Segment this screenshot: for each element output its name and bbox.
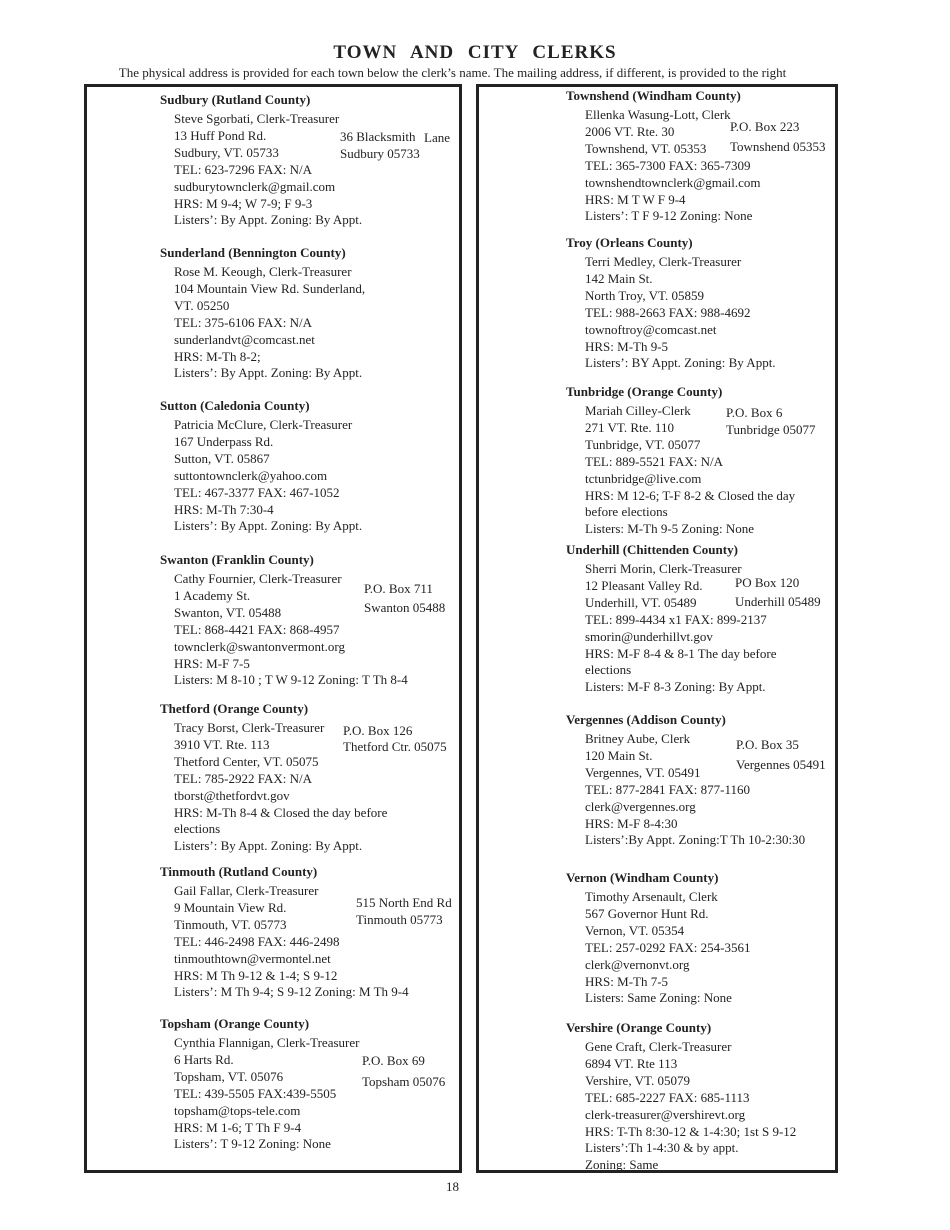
town-detail-line: Vershire, VT. 05079 [585, 1072, 690, 1088]
mailing-address-line: 36 Blacksmith [340, 129, 416, 144]
town-detail-line[interactable]: clerk-treasurer@vershirevt.org [585, 1106, 746, 1122]
town-detail-line: TEL: 988-2663 FAX: 988-4692 [585, 304, 751, 320]
town-detail-line: HRS: M-F 8-4:30 [585, 815, 678, 831]
mailing-address-line: Tunbridge 05077 [726, 422, 816, 437]
town-detail-line[interactable]: topsham@tops-tele.com [174, 1102, 301, 1118]
town-detail-line: Sherri Morin, Clerk-Treasurer [585, 561, 742, 576]
town-heading-topsham: Topsham (Orange County) [160, 1016, 310, 1031]
town-detail-line[interactable]: tctunbridge@live.com [585, 470, 702, 486]
town-detail-line: 271 VT. Rte. 110 [585, 419, 674, 435]
mailing-address-line: Townshend 05353 [730, 139, 826, 154]
town-heading-townshend: Townshend (Windham County) [566, 88, 741, 103]
town-detail-line: 104 Mountain View Rd. Sunderland, [174, 280, 366, 296]
town-detail-line[interactable]: townclerk@swantonvermont.org [174, 638, 345, 654]
town-detail-line: Tunbridge, VT. 05077 [585, 436, 701, 452]
town-detail-line: North Troy, VT. 05859 [585, 287, 704, 303]
town-detail-line: Tinmouth, VT. 05773 [174, 916, 287, 932]
town-detail-line: HRS: M-Th 7:30-4 [174, 501, 274, 517]
page-number: 18 [446, 1179, 459, 1194]
mailing-address-line: Thetford Ctr. 05075 [343, 739, 447, 754]
town-detail-line: Listers’:Th 1-4:30 & by appt. [585, 1140, 739, 1156]
town-detail-line: Listers: M-F 8-3 Zoning: By Appt. [585, 679, 766, 695]
town-detail-line: TEL: 257-0292 FAX: 254-3561 [585, 939, 751, 955]
town-detail-line: Listers’: T 9-12 Zoning: None [174, 1136, 331, 1152]
town-detail-line: 12 Pleasant Valley Rd. [585, 577, 703, 593]
town-heading-troy: Troy (Orleans County) [566, 235, 693, 250]
town-detail-line: Listers’: By Appt. Zoning: By Appt. [174, 838, 363, 854]
town-detail-line: HRS: M-Th 9-5 [585, 338, 669, 354]
town-detail-line: HRS: M-Th 8-4 & Closed the day before [174, 804, 388, 820]
town-detail-line: TEL: 439-5505 FAX:439-5505 [174, 1085, 337, 1101]
mailing-address-line: Vergennes 05491 [736, 757, 826, 772]
town-detail-line[interactable]: smorin@underhillvt.gov [585, 628, 713, 644]
town-detail-line: Listers’: By Appt. Zoning: By Appt. [174, 212, 363, 228]
town-detail-line: Vergennes, VT. 05491 [585, 764, 701, 780]
town-detail-line: Sutton, VT. 05867 [174, 450, 270, 466]
town-detail-line: HRS: M-F 8-4 & 8-1 The day before [585, 645, 777, 661]
town-detail-line: Patricia McClure, Clerk-Treasurer [174, 417, 353, 432]
town-detail-line: Rose M. Keough, Clerk-Treasurer [174, 264, 352, 279]
town-heading-sudbury: Sudbury (Rutland County) [160, 92, 311, 107]
town-detail-line[interactable]: sudburytownclerk@gmail.com [174, 178, 336, 194]
town-detail-line[interactable]: sunderlandvt@comcast.net [174, 331, 315, 347]
town-detail-line: HRS: T-Th 8:30-12 & 1-4:30; 1st S 9-12 [585, 1123, 797, 1139]
town-detail-line: TEL: 868-4421 FAX: 868-4957 [174, 621, 340, 637]
town-detail-line: Listers: Same Zoning: None [585, 990, 732, 1006]
town-detail-line: before elections [585, 504, 668, 520]
town-detail-line: 9 Mountain View Rd. [174, 899, 287, 915]
town-detail-line: Vernon, VT. 05354 [585, 922, 685, 938]
town-heading-tunbridge: Tunbridge (Orange County) [566, 384, 723, 399]
town-detail-line: HRS: M Th 9-12 & 1-4; S 9-12 [174, 967, 338, 983]
mailing-address-line: Underhill 05489 [735, 594, 821, 609]
town-detail-line: TEL: 446-2498 FAX: 446-2498 [174, 933, 340, 949]
town-detail-line: Listers’: By Appt. Zoning: By Appt. [174, 365, 363, 381]
town-heading-underhill: Underhill (Chittenden County) [566, 542, 738, 557]
mailing-address-line: Swanton 05488 [364, 600, 446, 615]
mailing-address-line: P.O. Box 711 [364, 581, 433, 596]
town-detail-line: Ellenka Wasung-Lott, Clerk [585, 107, 731, 122]
town-detail-line: Mariah Cilley-Clerk [585, 403, 691, 418]
town-detail-line: Gail Fallar, Clerk-Treasurer [174, 883, 319, 898]
town-detail-line: TEL: 899-4434 x1 FAX: 899-2137 [585, 611, 767, 627]
town-detail-line: 167 Underpass Rd. [174, 433, 274, 449]
town-detail-line: Listers’: By Appt. Zoning: By Appt. [174, 518, 363, 534]
town-heading-vershire: Vershire (Orange County) [566, 1020, 712, 1035]
town-heading-swanton: Swanton (Franklin County) [160, 552, 314, 567]
town-heading-sunderland: Sunderland (Bennington County) [160, 245, 346, 260]
town-detail-line: Tracy Borst, Clerk-Treasurer [174, 720, 325, 735]
town-detail-line: TEL: 889-5521 FAX: N/A [585, 453, 724, 469]
town-detail-line: 120 Main St. [585, 747, 653, 763]
town-detail-line: Listers’: T F 9-12 Zoning: None [585, 208, 753, 224]
town-detail-line: Swanton, VT. 05488 [174, 604, 282, 620]
town-detail-line: Cynthia Flannigan, Clerk-Treasurer [174, 1035, 360, 1050]
town-detail-line: TEL: 623-7296 FAX: N/A [174, 161, 313, 177]
town-detail-line: 1 Academy St. [174, 587, 251, 603]
town-detail-line: VT. 05250 [174, 297, 230, 313]
town-heading-vernon: Vernon (Windham County) [566, 870, 719, 885]
town-detail-line: TEL: 685-2227 FAX: 685-1113 [585, 1089, 750, 1105]
town-detail-line: Townshend, VT. 05353 [585, 140, 707, 156]
town-detail-line: Cathy Fournier, Clerk-Treasurer [174, 571, 342, 586]
town-detail-line: Listers’: BY Appt. Zoning: By Appt. [585, 355, 776, 371]
town-detail-line: Sudbury, VT. 05733 [174, 144, 279, 160]
town-detail-line: Terri Medley, Clerk-Treasurer [585, 254, 742, 269]
town-detail-line: TEL: 375-6106 FAX: N/A [174, 314, 313, 330]
mailing-address-line: P.O. Box 35 [736, 737, 799, 752]
town-detail-line: elections [585, 662, 632, 678]
mailing-address-line: Tinmouth 05773 [356, 912, 443, 927]
town-detail-line: HRS: M 12-6; T-F 8-2 & Closed the day [585, 487, 796, 503]
town-detail-line[interactable]: townshendtownclerk@gmail.com [585, 174, 761, 190]
town-heading-sutton: Sutton (Caledonia County) [160, 398, 310, 413]
town-detail-line[interactable]: tinmouthtown@vermontel.net [174, 950, 331, 966]
mailing-address-line: Topsham 05076 [362, 1074, 446, 1089]
town-detail-line: TEL: 877-2841 FAX: 877-1160 [585, 781, 751, 797]
town-detail-line: 6894 VT. Rte 113 [585, 1055, 678, 1071]
town-detail-line[interactable]: clerk@vergennes.org [585, 798, 696, 814]
mailing-address-line: 515 North End Rd [356, 895, 452, 910]
town-detail-line: Topsham, VT. 05076 [174, 1068, 284, 1084]
town-heading-thetford: Thetford (Orange County) [160, 701, 309, 716]
town-detail-line: Listers: M-Th 9-5 Zoning: None [585, 521, 754, 537]
mailing-address-line: P.O. Box 126 [343, 723, 413, 738]
town-detail-line[interactable]: tborst@thetfordvt.gov [174, 787, 290, 803]
town-heading-vergennes: Vergennes (Addison County) [566, 712, 726, 727]
town-detail-line: 6 Harts Rd. [174, 1051, 234, 1067]
town-detail-line: Thetford Center, VT. 05075 [174, 753, 319, 769]
town-detail-line: TEL: 785-2922 FAX: N/A [174, 770, 313, 786]
town-detail-line: HRS: M 1-6; T Th F 9-4 [174, 1119, 302, 1135]
mailing-address-line: P.O. Box 6 [726, 405, 783, 420]
town-detail-line: Zoning: Same [585, 1157, 659, 1173]
town-detail-line: Listers’:By Appt. Zoning:T Th 10-2:30:30 [585, 832, 806, 848]
town-detail-line: Gene Craft, Clerk-Treasurer [585, 1039, 732, 1054]
mailing-address-line: P.O. Box 223 [730, 119, 800, 134]
town-detail-line: Steve Sgorbati, Clerk-Treasurer [174, 111, 340, 126]
town-detail-line: Underhill, VT. 05489 [585, 594, 697, 610]
town-detail-line[interactable]: clerk@vernonvt.org [585, 956, 690, 972]
town-detail-line: 2006 VT. Rte. 30 [585, 123, 675, 139]
town-detail-line: HRS: M-F 7-5 [174, 655, 250, 671]
town-detail-line: 3910 VT. Rte. 113 [174, 736, 270, 752]
town-detail-line: TEL: 467-3377 FAX: 467-1052 [174, 484, 340, 500]
town-detail-line: 13 Huff Pond Rd. [174, 127, 267, 143]
town-detail-line: 142 Main St. [585, 270, 653, 286]
town-detail-line: Listers’: M Th 9-4; S 9-12 Zoning: M Th 9-4 [174, 984, 409, 1000]
town-detail-line: elections [174, 821, 221, 837]
page-subtitle: The physical address is provided for each town below the clerk’s name. The mailing address, if different, is provided to the right [118, 65, 787, 80]
town-detail-line: TEL: 365-7300 FAX: 365-7309 [585, 157, 751, 173]
page-title: TOWN AND CITY CLERKS [333, 42, 617, 63]
town-detail-line: 567 Governor Hunt Rd. [585, 905, 709, 921]
town-detail-line: HRS: M 9-4; W 7-9; F 9-3 [174, 195, 313, 211]
mailing-address-line: Lane [424, 130, 450, 145]
town-heading-tinmouth: Tinmouth (Rutland County) [160, 864, 318, 879]
mailing-address-line: PO Box 120 [735, 575, 800, 590]
town-detail-line: Timothy Arsenault, Clerk [585, 889, 718, 904]
mailing-address-line: P.O. Box 69 [362, 1053, 425, 1068]
town-detail-line: HRS: M-Th 7-5 [585, 973, 669, 989]
town-detail-line: HRS: M T W F 9-4 [585, 191, 686, 207]
town-detail-line: Listers: M 8-10 ; T W 9-12 Zoning: T Th 8-4 [174, 672, 408, 688]
town-detail-line: Britney Aube, Clerk [585, 731, 691, 746]
town-detail-line: HRS: M-Th 8-2; [174, 348, 261, 364]
mailing-address-line: Sudbury 05733 [340, 146, 420, 161]
town-detail-line[interactable]: suttontownclerk@yahoo.com [174, 467, 328, 483]
town-detail-line[interactable]: townoftroy@comcast.net [585, 321, 717, 337]
